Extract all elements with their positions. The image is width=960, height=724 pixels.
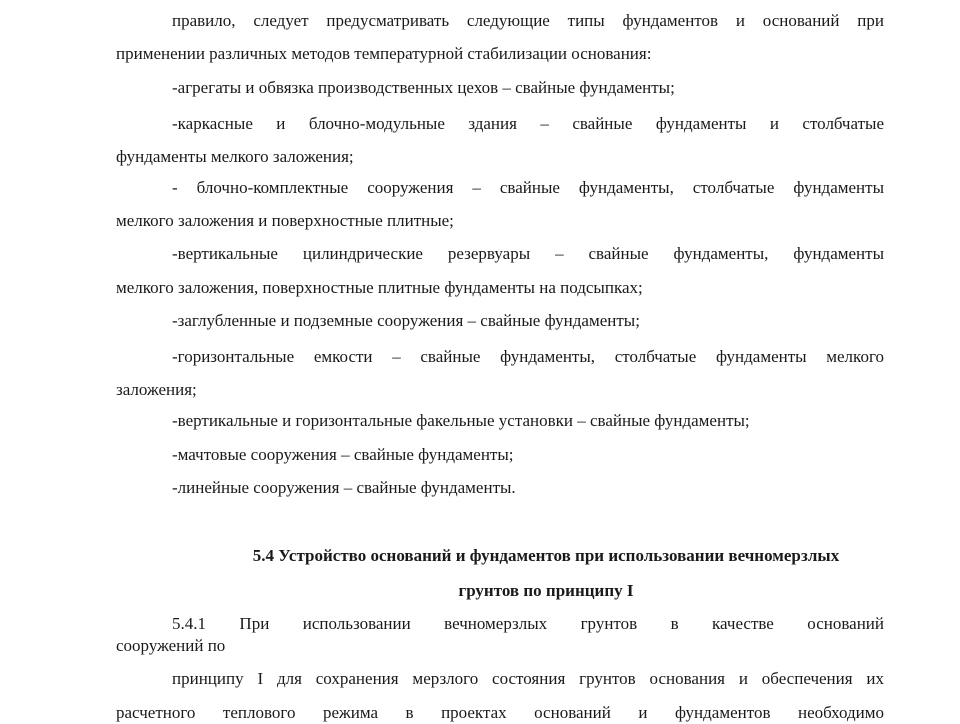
list-item: -горизонтальные емкости – свайные фундаменты, столбчатые фундаменты мелкого bbox=[172, 347, 884, 366]
section-heading: грунтов по принципу I bbox=[458, 581, 634, 600]
list-item-continuation: заложения; bbox=[116, 380, 197, 399]
list-item: -агрегаты и обвязка производственных цехов – свайные фундаменты; bbox=[172, 78, 675, 97]
list-item: -вертикальные и горизонтальные факельные установки – свайные фундаменты; bbox=[172, 411, 750, 430]
body-line: 5.4.1 При использовании вечномерзлых грунтов в качестве оснований bbox=[172, 614, 884, 633]
list-item-continuation: мелкого заложения, поверхностные плитные фундаменты на подсыпках; bbox=[116, 278, 643, 297]
body-line: сооружений по bbox=[116, 636, 226, 655]
list-item: -вертикальные цилиндрические резервуары – свайные фундаменты, фундаменты bbox=[172, 244, 884, 263]
list-item-continuation: мелкого заложения и поверхностные плитные; bbox=[116, 211, 454, 230]
paragraph-line: правило, следует предусматривать следующие типы фундаментов и оснований при bbox=[172, 11, 884, 30]
list-item: - блочно-комплектные сооружения – свайные фундаменты, столбчатые фундаменты bbox=[172, 178, 884, 197]
body-line: расчетного теплового режима в проектах оснований и фундаментов необходимо bbox=[116, 703, 884, 722]
section-heading: 5.4 Устройство оснований и фундаментов при использовании вечномерзлых bbox=[252, 546, 840, 565]
list-item: -линейные сооружения – свайные фундаменты. bbox=[172, 478, 516, 497]
list-item: -каркасные и блочно-модульные здания – свайные фундаменты и столбчатые bbox=[172, 114, 884, 133]
body-line: принципу I для сохранения мерзлого состояния грунтов основания и обеспечения их bbox=[172, 669, 884, 688]
paragraph-line: применении различных методов температурной стабилизации основания: bbox=[116, 44, 652, 63]
list-item: -заглубленные и подземные сооружения – свайные фундаменты; bbox=[172, 311, 640, 330]
list-item-continuation: фундаменты мелкого заложения; bbox=[116, 147, 354, 166]
list-item: -мачтовые сооружения – свайные фундаменты; bbox=[172, 445, 514, 464]
